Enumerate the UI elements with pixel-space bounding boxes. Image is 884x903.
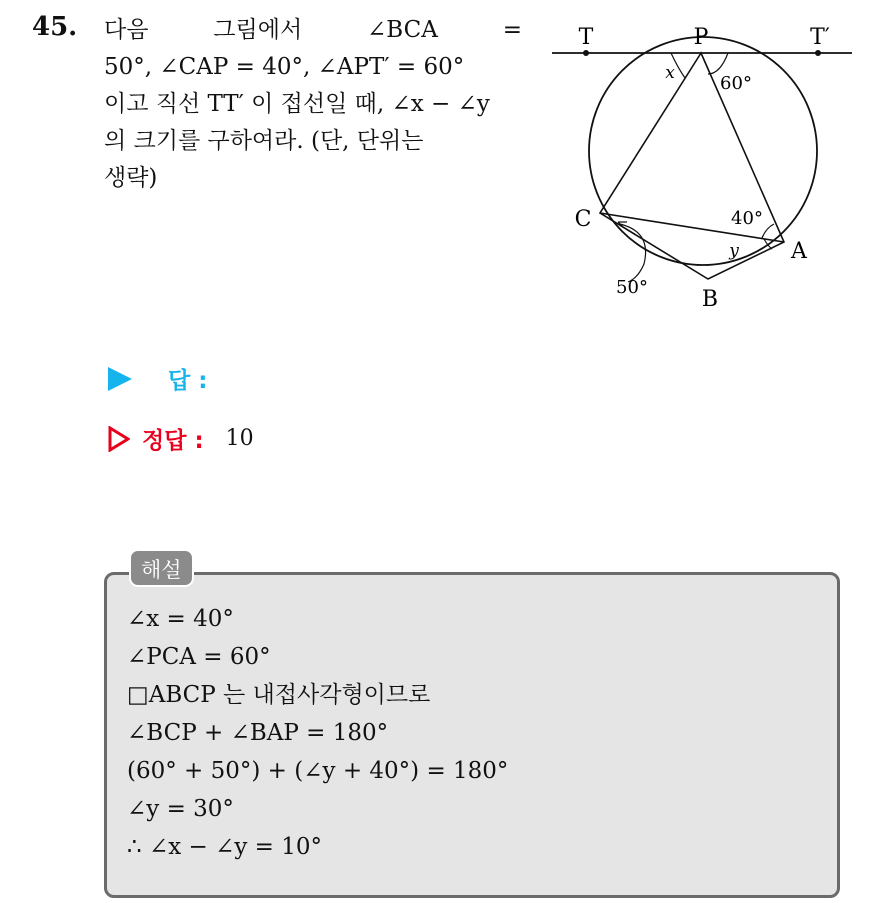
label-y: y xyxy=(729,241,739,261)
point-t xyxy=(583,50,589,56)
question-number: 45. xyxy=(32,12,78,42)
quadrilateral-pcba xyxy=(600,53,784,279)
label-p: P xyxy=(693,25,709,50)
label-angle-50: 50° xyxy=(616,277,648,298)
solution-line: □ABCP 는 내접사각형이므로 xyxy=(127,682,431,708)
question-word: 그림에서 xyxy=(213,17,303,43)
answer-row xyxy=(108,362,207,395)
question-line-4: 의 크기를 구하여라. (단, 단위는 xyxy=(104,128,424,154)
label-c: C xyxy=(574,207,592,232)
triangle-play-icon xyxy=(108,367,132,391)
solution-line: ∠BCP + ∠BAP = 180° xyxy=(127,720,389,746)
correct-answer-label: 정답 : xyxy=(142,428,204,454)
arc-angle-60 xyxy=(708,53,728,74)
question-word: ∠BCA xyxy=(367,17,438,43)
solution-line: (60° + 50°) + (∠y + 40°) = 180° xyxy=(127,758,509,784)
point-t-prime xyxy=(815,50,821,56)
correct-answer-value: 10 xyxy=(225,426,254,451)
label-b: B xyxy=(701,287,719,312)
circumcircle xyxy=(589,37,817,265)
triangle-outline-icon xyxy=(108,426,130,452)
label-x: x xyxy=(665,63,675,83)
solution-line: ∠PCA = 60° xyxy=(127,644,271,670)
label-angle-60: 60° xyxy=(720,73,752,94)
question-line-1 xyxy=(104,12,522,49)
label-t: T xyxy=(578,25,594,50)
question-word: = xyxy=(502,17,522,43)
answer-label: 답 : xyxy=(168,368,208,394)
label-angle-40: 40° xyxy=(731,208,763,229)
question-text xyxy=(104,12,522,197)
solution-line: ∴ ∠x − ∠y = 10° xyxy=(127,834,323,860)
label-a: A xyxy=(791,239,807,264)
question-line-5: 생략) xyxy=(104,165,158,191)
question-word: 다음 xyxy=(104,17,149,43)
question-line-2: 50°, ∠CAP = 40°, ∠APT′ = 60° xyxy=(104,54,465,80)
solution-lines xyxy=(127,600,508,866)
solution-line: ∠x = 40° xyxy=(127,606,234,632)
question-line-3: 이고 직선 TT′ 이 접선일 때, ∠x − ∠y xyxy=(104,91,490,117)
solution-line: ∠y = 30° xyxy=(127,796,234,822)
solution-tab: 해설 xyxy=(129,549,194,587)
geometry-figure xyxy=(548,16,858,316)
label-t-prime: T′ xyxy=(810,25,830,50)
correct-answer-row xyxy=(108,422,254,455)
arc-angle-40 xyxy=(762,224,774,238)
